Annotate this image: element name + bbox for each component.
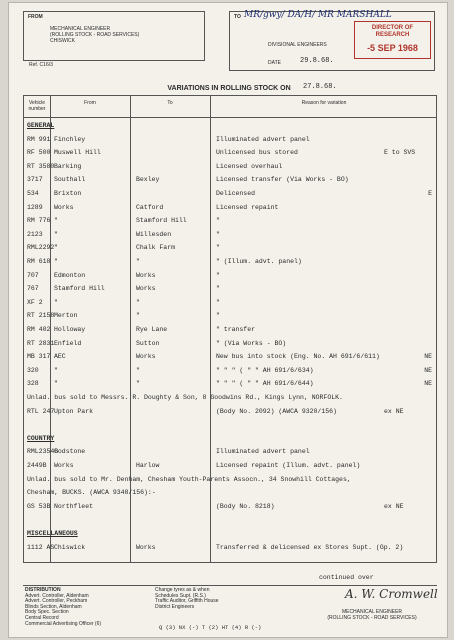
reason-cell: "	[216, 217, 220, 225]
table-row	[24, 365, 436, 377]
from-cell: Stamford Hill	[54, 285, 105, 293]
table-row	[24, 406, 436, 418]
table-row	[24, 487, 436, 499]
from-cell: Northfleet	[54, 502, 94, 510]
reason-cell: "	[216, 271, 220, 279]
to-cell: Chalk Farm	[136, 244, 176, 252]
vehicle-cell: RML2292	[27, 244, 55, 252]
to-cell: Works	[136, 353, 156, 361]
to-cell: "	[136, 366, 140, 374]
table-row	[24, 174, 436, 186]
vehicle-cell: 3717	[27, 176, 43, 184]
variations-table	[23, 95, 437, 563]
tyre-note: Change tyres as & when	[155, 587, 210, 593]
table-row	[24, 242, 436, 254]
reason-cell: New bus into stock (Eng. No. AH 691/6/611)	[216, 353, 380, 361]
reason-cell: Licensed transfer (Via Works - BO)	[216, 176, 349, 184]
right-cell: NE	[424, 366, 432, 374]
to-cell: "	[136, 298, 140, 306]
signature: A. W. Cromwell	[345, 587, 438, 601]
footer-divider	[23, 585, 437, 586]
from-label: FROM	[28, 14, 43, 20]
document-sheet	[8, 2, 448, 638]
to-label: TO	[234, 14, 241, 20]
from-box	[23, 11, 205, 61]
reason-cell: (Body No. 2092) (AWCA 9320/156)	[216, 407, 337, 415]
col-from: From	[84, 100, 96, 106]
date-value: 29.8.68.	[300, 57, 334, 65]
date-label: DATE	[268, 60, 281, 66]
vehicle-cell: GS 53B	[27, 502, 51, 510]
table-row	[24, 161, 436, 173]
reason-cell: Transferred & delicensed ex Stores Supt. (Gp. 2)	[216, 543, 404, 551]
from-cell: Muswell Hill	[54, 149, 101, 157]
from-cell: Finchley	[54, 135, 86, 143]
col-to: To	[167, 100, 173, 106]
vehicle-cell: 2123	[27, 230, 43, 238]
reason-cell: "	[216, 230, 220, 238]
from-cell: Holloway	[54, 326, 86, 333]
vehicle-cell: RT 3580	[27, 162, 55, 170]
reason-cell: " " " ( " " AH 691/6/634)	[216, 366, 314, 374]
from-organisation: MECHANICAL ENGINEER (ROLLING STOCK - ROAD SERVICES) CHISWICK	[50, 26, 140, 44]
reason-cell: Licensed overhaul	[216, 162, 283, 170]
list-item: Central Record	[25, 614, 59, 621]
from-cell: AEC	[54, 353, 66, 361]
table-row	[24, 338, 436, 350]
table-row	[24, 542, 436, 554]
extra-cell: E to SVS	[384, 149, 416, 157]
col-vehicle: Vehicle number	[28, 100, 46, 112]
reason-cell: Illuminated advert panel	[216, 448, 310, 456]
from-cell: "	[54, 217, 58, 225]
table-header	[24, 96, 436, 118]
from-cell: Chiswick	[54, 543, 86, 551]
from-cell: "	[54, 366, 58, 374]
from-cell: Barking	[54, 162, 82, 170]
handwritten-recipient: MR/gwy/ DA/H/ MR MARSHALL	[244, 10, 392, 20]
note-cell: Unlad. bus sold to Mr. Denham, Chesham Youth-Parents Assocn., 34 Snowhill Cottages,	[27, 475, 351, 483]
vehicle-cell: RML2354B	[27, 448, 59, 456]
tyre-codes: Q (3) NX (-) T (2) HT (4) R (-)	[159, 624, 262, 631]
from-cell: Works	[54, 462, 74, 469]
distribution-list-2	[155, 588, 219, 610]
from-cell: Edmonton	[54, 271, 86, 279]
to-cell: "	[136, 380, 140, 388]
from-cell: Southall	[54, 176, 86, 184]
table-row	[24, 270, 436, 282]
to-cell: "	[136, 258, 140, 265]
vehicle-cell: 320	[27, 366, 39, 374]
reason-cell: Licensed repaint (Illum. advt. panel)	[216, 462, 361, 469]
table-row	[24, 324, 436, 336]
stamp-date: -5 SEP 1968	[367, 43, 418, 53]
vehicle-cell: RF 500	[27, 149, 51, 157]
reason-cell: " transfer	[216, 326, 256, 333]
vehicle-cell: RM 402	[27, 326, 51, 333]
vehicle-cell: 707	[27, 271, 39, 279]
from-cell: Works	[54, 203, 74, 211]
vehicle-cell: RT 2158	[27, 312, 55, 320]
extra-cell: ex NE	[384, 502, 404, 510]
table-row	[24, 446, 436, 458]
from-cell: "	[54, 258, 58, 265]
note-cell: Chesham, BUCKS. (AWCA 9348/156):-	[27, 489, 156, 497]
section-heading	[24, 528, 436, 540]
to-cell: "	[136, 312, 140, 320]
table-row	[24, 514, 436, 526]
table-row	[24, 419, 436, 431]
reason-cell: Licensed repaint	[216, 203, 279, 211]
extra-cell: ex NE	[384, 407, 404, 415]
document-title: VARIATIONS IN ROLLING STOCK ON	[167, 85, 291, 92]
from-cell: "	[54, 244, 58, 252]
section-heading	[24, 433, 436, 445]
reason-cell: "	[216, 312, 220, 320]
to-cell: Bexley	[136, 176, 160, 184]
list-item: Body Spec. Section	[25, 609, 69, 616]
table-row	[24, 229, 436, 241]
col-reason: Reason for variation	[301, 100, 347, 106]
from-cell: Enfield	[54, 339, 82, 347]
to-department: DIVISIONAL ENGINEERS	[268, 42, 327, 48]
note-cell: Unlad. bus sold to Messrs. R. Doughty & Son, 8 Goodwins Rd., Kings Lynn, NORFOLK.	[27, 394, 343, 401]
section-title: MISCELLANEOUS	[27, 530, 78, 537]
distribution-heading: DISTRIBUTION	[25, 587, 61, 593]
to-cell: Willesden	[136, 230, 172, 238]
from-cell: "	[54, 230, 58, 238]
title-date: 27.8.68.	[303, 83, 337, 91]
table-row	[24, 215, 436, 227]
right-cell: E	[428, 190, 432, 197]
list-item: Advert. Controller, Aldenham	[25, 592, 89, 599]
to-cell: Works	[136, 271, 156, 279]
reason-cell: " (Via Works - BO)	[216, 339, 287, 347]
vehicle-cell: RM 991	[27, 135, 51, 143]
vehicle-cell: 767	[27, 285, 39, 293]
vehicle-cell: 1112 AS	[27, 543, 55, 551]
to-cell: Catford	[136, 203, 164, 211]
reason-cell: " (Illum. advt. panel)	[216, 258, 302, 265]
vehicle-cell: 2449B	[27, 462, 47, 469]
table-row	[24, 134, 436, 146]
vehicle-cell: 534	[27, 190, 39, 197]
reason-cell: (Body No. 8218)	[216, 502, 275, 510]
section-heading	[24, 120, 436, 132]
table-row	[24, 501, 436, 513]
table-row	[24, 256, 436, 268]
table-row	[24, 392, 436, 404]
section-title: GENERAL	[27, 122, 55, 129]
list-item: Commercial Advertising Officer (6)	[25, 620, 102, 627]
table-row	[24, 297, 436, 309]
table-row	[24, 460, 436, 472]
from-cell: Godstone	[54, 448, 86, 456]
vehicle-cell: XF 2	[27, 298, 43, 306]
from-cell: Brixton	[54, 190, 82, 197]
table-row	[24, 283, 436, 295]
to-cell: Stamford Hill	[136, 217, 187, 225]
reason-cell: "	[216, 285, 220, 293]
list-item: Traffic Auditor, Griffith House	[155, 598, 219, 605]
from-cell: Upton Park	[54, 407, 94, 415]
from-cell: "	[54, 380, 58, 388]
reason-cell: Unlicensed bus stored	[216, 149, 298, 157]
vehicle-cell: RM 776	[27, 217, 51, 225]
vehicle-cell: RT 2831	[27, 339, 55, 347]
reason-cell: Delicensed	[216, 190, 256, 197]
list-item: District Engineers	[155, 603, 195, 610]
section-title: COUNTRY	[27, 434, 55, 442]
vehicle-cell: MB 317	[27, 353, 51, 361]
vehicle-cell: RTL 247	[27, 407, 55, 415]
table-row	[24, 351, 436, 363]
reference-number: Ref. C16/3	[29, 62, 53, 68]
to-cell: Rye Lane	[136, 326, 168, 333]
right-cell: NE	[424, 380, 432, 388]
table-row	[24, 188, 436, 200]
list-item: Blinds Section, Aldenham	[25, 603, 82, 610]
table-row	[24, 378, 436, 390]
table-row	[24, 310, 436, 322]
vehicle-cell: 328	[27, 380, 39, 388]
right-cell: NE	[424, 353, 432, 361]
distribution-list	[25, 588, 101, 627]
to-cell: Works	[136, 285, 156, 293]
table-row	[24, 202, 436, 214]
reason-cell: " " " ( " " AH 691/6/644)	[216, 380, 314, 388]
reason-cell: Illuminated advert panel	[216, 135, 310, 143]
reason-cell: "	[216, 244, 220, 252]
vehicle-cell: 1289	[27, 203, 43, 211]
received-stamp: DIRECTOR OF RESEARCH -5 SEP 1968	[354, 21, 431, 59]
from-cell: "	[54, 298, 58, 306]
signature-organisation: MECHANICAL ENGINEER (ROLLING STOCK - ROAD SERVICES)	[327, 609, 417, 621]
table-row	[24, 474, 436, 486]
continued-note: continued over	[319, 574, 374, 581]
from-cell: Merton	[54, 312, 78, 320]
vehicle-cell: RM 618	[27, 258, 51, 265]
to-cell: Harlow	[136, 462, 160, 469]
list-item: Advert. Controller, Peckham	[25, 598, 88, 605]
reason-cell: "	[216, 298, 220, 306]
to-cell: Sutton	[136, 339, 160, 347]
table-row	[24, 147, 436, 159]
to-cell: Works	[136, 543, 156, 551]
list-item: Schedules Supt. (R.S.)	[155, 592, 206, 599]
